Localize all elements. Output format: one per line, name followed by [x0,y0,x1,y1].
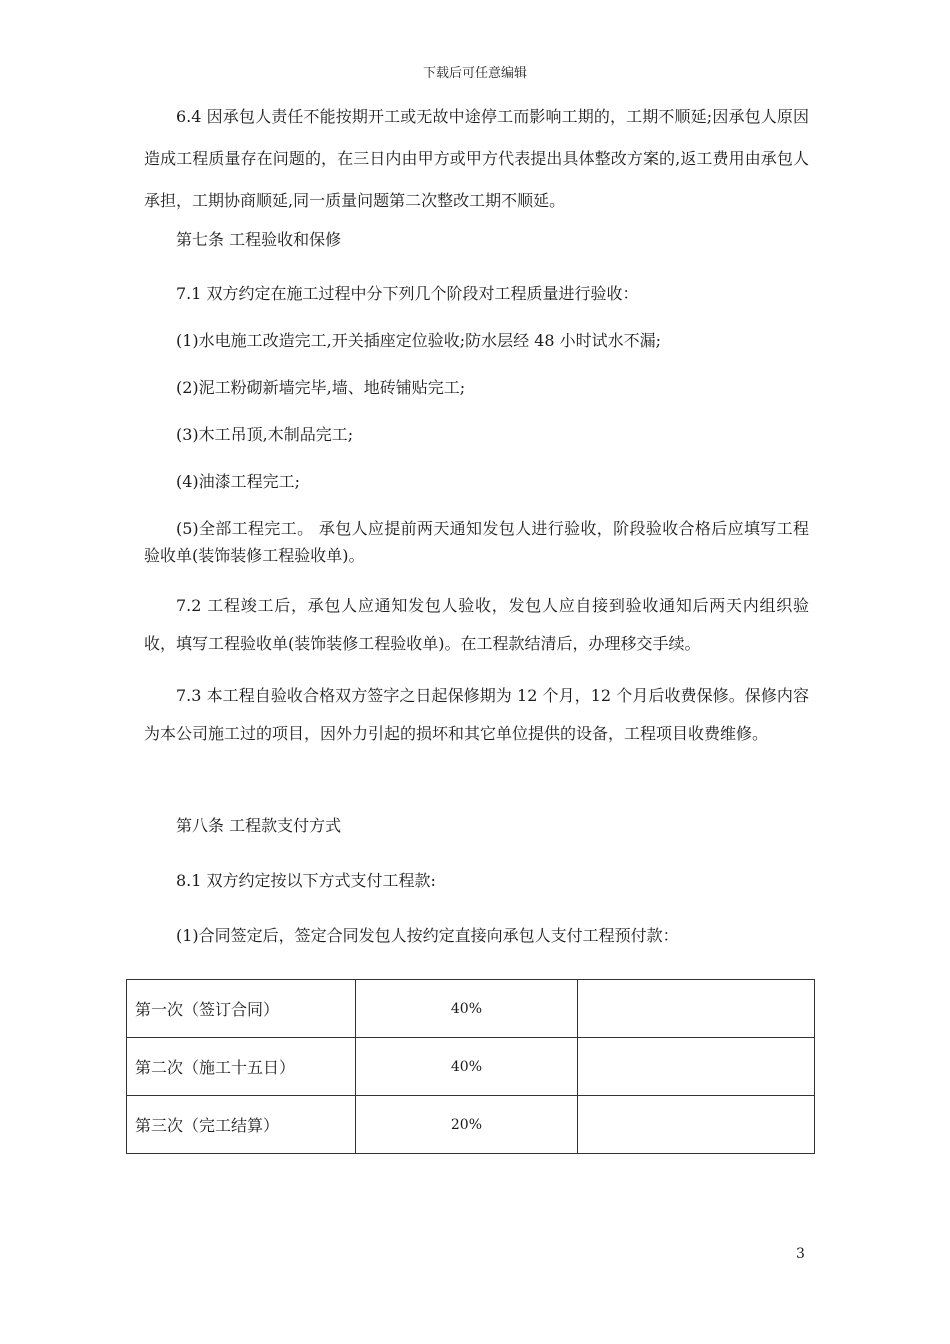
paragraph-8-1: 8.1 双方约定按以下方式支付工程款: [176,871,436,890]
table-cell-note [577,1038,814,1096]
article-8-heading: 第八条 工程款支付方式 [176,816,342,835]
page-header: 下载后可任意编辑 [422,66,527,81]
paragraph-7-1: 7.1 双方约定在施工过程中分下列几个阶段对工程质量进行验收： [176,284,639,303]
page-number: 3 [796,1246,805,1262]
table-cell-note [577,1096,814,1154]
table-row [127,1096,815,1154]
list-item-4: (4)油漆工程完工; [176,472,301,491]
table-cell-stage: 第三次（完工结算） [127,1096,356,1154]
list-item-5: (5)全部工程完工。 承包人应提前两天通知发包人进行验收，阶段验收合格后应填写工程验收单(装饰装修工程验收单)。 [144,519,809,565]
article-7-heading: 第七条 工程验收和保修 [176,230,342,249]
payment-table [126,979,815,1154]
list-item-2: (2)泥工粉砌新墙完毕,墙、地砖铺贴完工; [176,378,466,397]
table-cell-percent: 20% [356,1096,577,1154]
table-cell-note [577,980,814,1038]
table-row [127,980,815,1038]
paragraph-7-3: 7.3 本工程自验收合格双方签字之日起保修期为 12 个月，12 个月后收费保修。保修内容为本公司施工过的项目，因外力引起的损坏和其它单位提供的设备，工程项目收费维修。 [144,686,809,743]
table-cell-percent: 40% [356,1038,577,1096]
list-item-3: (3)木工吊顶,木制品完工; [176,425,354,444]
table-row [127,1038,815,1096]
table-cell-percent: 40% [356,980,577,1038]
paragraph-7-2: 7.2 工程竣工后，承包人应通知发包人验收，发包人应自接到验收通知后两天内组织验收，填写工程验收单(装饰装修工程验收单)。在工程款结清后，办理移交手续。 [144,596,809,653]
table-cell-stage: 第二次（施工十五日） [127,1038,356,1096]
paragraph-6-4: 6.4 因承包人责任不能按期开工或无故中途停工而影响工期的，工期不顺延;因承包人原因造成工程质量存在问题的，在三日内由甲方或甲方代表提出具体整改方案的,返工费用由承包人承担，工期协商顺延,同一质量问题第二次整改工期不顺延。 [144,107,809,210]
list-item-1: (1)水电施工改造完工,开关插座定位验收;防水层经 48 小时试水不漏; [176,331,662,350]
table-cell-stage: 第一次（签订合同） [127,980,356,1038]
paragraph-8-1-1: (1)合同签定后，签定合同发包人按约定直接向承包人支付工程预付款： [176,926,679,945]
